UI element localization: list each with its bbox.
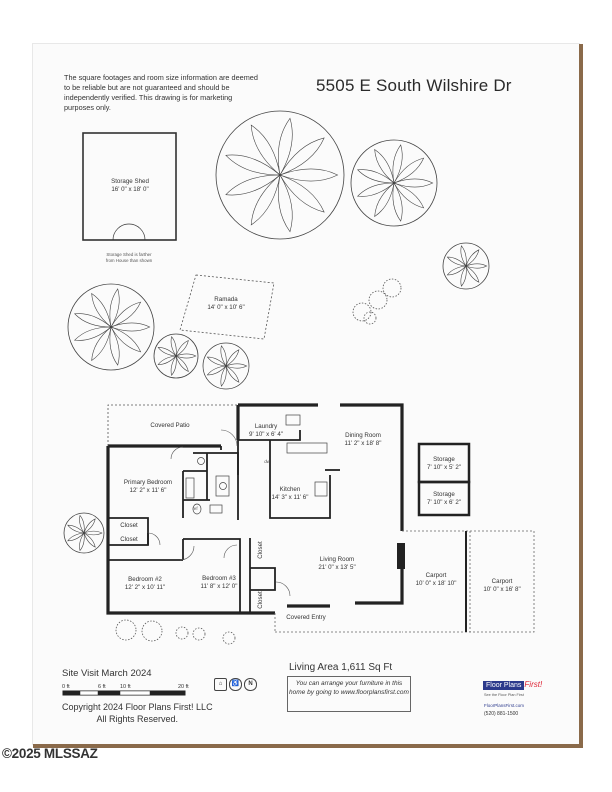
tree-branch (221, 346, 226, 366)
copyright-block: Copyright 2024 Floor Plans First! LLC All Rights Reserved. (62, 702, 213, 724)
tree-branch (251, 125, 280, 175)
tree-branch (111, 323, 150, 331)
shrubs-top (353, 279, 401, 324)
disclaimer-text: The square footages and room size information are deemed to be reliable but are not guaranteed and should be independently verified. This drawing is for marketing purposes only. (64, 73, 258, 112)
closet-1-label: Closet (120, 522, 138, 529)
tree-branch (75, 327, 111, 340)
covered-patio-label: Covered Patio (150, 422, 190, 429)
closet-2-label: Closet (120, 536, 138, 543)
dw-label: dw (264, 459, 270, 464)
ramada-label: Ramada 14' 0" x 10' 6" (207, 296, 245, 311)
living-area-text: Living Area 1,611 Sq Ft (289, 662, 393, 673)
dining-room-label: Dining Room 11' 2" x 18' 8" (344, 432, 382, 447)
tree-branch (171, 337, 176, 356)
equal-housing-icon: ⌂ (214, 678, 227, 691)
tree-branch (171, 356, 176, 375)
storage-1-label: Storage 7' 10" x 5' 2" (427, 456, 461, 471)
tree-branch (176, 354, 196, 358)
north-arrow-icon: N (244, 678, 257, 691)
tree-branch (80, 515, 85, 533)
tree-branch (358, 170, 394, 183)
brand-first: First! (524, 680, 543, 689)
tree-branch (461, 266, 466, 286)
bedroom-3-label: Bedroom #3 11' 8" x 12' 0" (200, 575, 238, 590)
accessibility-icon: ♿ (229, 678, 242, 691)
tree-branch (75, 314, 111, 327)
scale-tick-10: 10 ft (120, 684, 131, 690)
mls-watermark: ©2025 MLSSAZ (2, 746, 98, 761)
tree-branch (466, 264, 487, 268)
tree-branch (358, 183, 394, 196)
tree-branch (226, 364, 247, 368)
laundry-label: Laundry 9' 10" x 6' 4" (249, 423, 283, 438)
storage-2-label: Storage 7' 10" x 6' 2" (427, 491, 461, 506)
carport-1-label: Carport 10' 0" x 18' 10" (415, 572, 457, 587)
tree-small-right (443, 243, 489, 289)
tree-branch (251, 175, 280, 225)
tree-branch (461, 246, 466, 266)
shed-door-icon (113, 224, 145, 240)
tree-branch (221, 366, 226, 386)
brand-phone: (520) 881-1500 (484, 711, 519, 717)
property-address: 5505 E South Wilshire Dr (316, 76, 512, 95)
tree-branch (92, 327, 111, 361)
tree-branch (80, 533, 85, 551)
tree-branch (280, 169, 338, 181)
tree-large-top (216, 111, 344, 239)
tree-branch (394, 179, 433, 187)
scale-tick-20: 20 ft (178, 684, 189, 690)
tree-small-left (64, 513, 104, 553)
closet-3-label: Closet (257, 541, 264, 559)
ref-label: ref (192, 506, 198, 511)
carport-2-label: Carport 10' 0" x 16' 8" (483, 578, 521, 593)
bedroom-2-label: Bedroom #2 12' 2" x 10' 11" (124, 576, 166, 591)
kitchen-label: Kitchen 14' 3" x 11' 6" (271, 486, 309, 501)
shrubs-bottom (116, 620, 235, 644)
brand-tagline: See the Floor Plan First (484, 693, 524, 697)
furniture-arrange-box: You can arrange your furniture in this home by going to www.floorplansfirst.com (287, 676, 411, 712)
tree-right-top (351, 140, 437, 226)
tree-left-mid (68, 284, 154, 370)
tree-mid-2 (203, 343, 249, 389)
brand-name: Floor Plans (483, 681, 524, 690)
site-visit-text: Site Visit March 2024 (62, 668, 152, 679)
primary-bedroom-label: Primary Bedroom 12' 2" x 11' 6" (123, 479, 173, 494)
tree-mid-1 (154, 334, 198, 378)
tree-branch (226, 175, 280, 195)
tree-branch (375, 183, 394, 217)
brand-website: FloorPlansFirst.com (484, 703, 525, 708)
tree-branch (226, 155, 280, 175)
scale-tick-0: 0 ft (62, 684, 70, 690)
scale-tick-6: 6 ft (98, 684, 106, 690)
tree-branch (92, 293, 111, 327)
floor-plans-first-logo (483, 680, 542, 690)
living-room-label: Living Room 21' 0" x 13' 5" (318, 556, 356, 571)
storage-shed-label: Storage Shed 16' 0" x 18' 0" (111, 178, 149, 193)
storage-shed-note: Storage Shed is farther from House than shown (105, 252, 153, 263)
covered-entry-label: Covered Entry (286, 614, 326, 621)
fireplace (397, 543, 405, 569)
closet-4-label: Closet (257, 591, 264, 609)
scale-bar (63, 691, 185, 695)
tree-branch (375, 149, 394, 183)
tree-branch (84, 531, 102, 535)
